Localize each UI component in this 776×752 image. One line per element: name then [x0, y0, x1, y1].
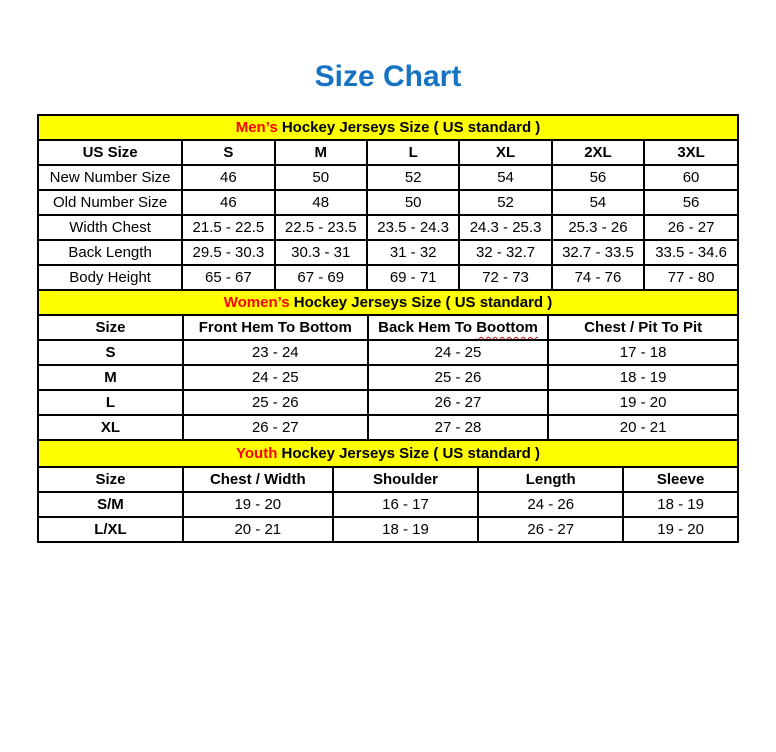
cell-value: 26 - 27 — [478, 517, 623, 542]
cell-value: 19 - 20 — [623, 517, 738, 542]
column-header: L — [367, 140, 459, 165]
cell-value: 23 - 24 — [183, 340, 368, 365]
cell-value: 24 - 25 — [368, 340, 549, 365]
table-row — [38, 215, 738, 240]
cell-value: 17 - 18 — [548, 340, 738, 365]
table-row — [38, 492, 738, 517]
cell-value: 56 — [644, 190, 738, 215]
cell-value: 25.3 - 26 — [552, 215, 644, 240]
row-label: XL — [38, 415, 183, 440]
row-label: M — [38, 365, 183, 390]
column-header: Size — [38, 315, 183, 340]
header-row — [38, 467, 738, 492]
cell-value: 20 - 21 — [548, 415, 738, 440]
column-header: Front Hem To Bottom — [183, 315, 368, 340]
row-label: S/M — [38, 492, 183, 517]
cell-value: 19 - 20 — [183, 492, 333, 517]
table-row — [38, 340, 738, 365]
page-title: Size Chart — [314, 60, 462, 93]
cell-value: 24 - 25 — [183, 365, 368, 390]
cell-value: 52 — [367, 165, 459, 190]
section-band-text: Hockey Jerseys Size ( US standard ) — [277, 119, 541, 136]
cell-value: 32.7 - 33.5 — [552, 240, 644, 265]
table-row — [38, 365, 738, 390]
section-band-youth — [38, 440, 738, 467]
cell-value: 50 — [275, 165, 367, 190]
cell-value: 21.5 - 22.5 — [182, 215, 274, 240]
section-band-womens — [38, 290, 738, 315]
cell-value: 24.3 - 25.3 — [459, 215, 551, 240]
row-label: Back Length — [38, 240, 182, 265]
row-label: S — [38, 340, 183, 365]
header-row — [38, 315, 738, 340]
cell-value: 25 - 26 — [183, 390, 368, 415]
section-band-accent: Men’s — [235, 119, 278, 136]
section-band-text: Hockey Jerseys Size ( US standard ) — [277, 445, 540, 462]
table-row — [38, 415, 738, 440]
cell-value: 46 — [182, 190, 274, 215]
cell-value: 54 — [459, 165, 551, 190]
column-header: Chest / Width — [183, 467, 333, 492]
row-label: L — [38, 390, 183, 415]
cell-value: 56 — [552, 165, 644, 190]
row-label: New Number Size — [38, 165, 182, 190]
cell-value: 26 - 27 — [368, 390, 549, 415]
header-row — [38, 140, 738, 165]
cell-value: 65 - 67 — [182, 265, 274, 290]
cell-value: 30.3 - 31 — [275, 240, 367, 265]
cell-value: 72 - 73 — [459, 265, 551, 290]
column-header: M — [275, 140, 367, 165]
row-label: Body Height — [38, 265, 182, 290]
cell-value: 32 - 32.7 — [459, 240, 551, 265]
cell-value: 77 - 80 — [644, 265, 738, 290]
cell-value: 26 - 27 — [183, 415, 368, 440]
cell-value: 46 — [182, 165, 274, 190]
table-row — [38, 240, 738, 265]
cell-value: 24 - 26 — [478, 492, 623, 517]
misspelled-word: Boottom — [476, 319, 538, 336]
cell-value: 29.5 - 30.3 — [182, 240, 274, 265]
cell-value: 31 - 32 — [367, 240, 459, 265]
youth-size-table — [37, 439, 739, 543]
column-header: Size — [38, 467, 183, 492]
column-header: Back Hem To Boottom — [368, 315, 549, 340]
cell-value: 67 - 69 — [275, 265, 367, 290]
column-header: S — [182, 140, 274, 165]
cell-value: 16 - 17 — [333, 492, 479, 517]
cell-value: 52 — [459, 190, 551, 215]
womens-size-table — [37, 289, 739, 441]
section-band-accent: Youth — [236, 445, 278, 462]
table-row — [38, 517, 738, 542]
row-label: L/XL — [38, 517, 183, 542]
cell-value: 18 - 19 — [333, 517, 479, 542]
cell-value: 25 - 26 — [368, 365, 549, 390]
column-header: Shoulder — [333, 467, 479, 492]
cell-value: 27 - 28 — [368, 415, 549, 440]
table-row — [38, 165, 738, 190]
cell-value: 54 — [552, 190, 644, 215]
section-band-accent: Women’s — [223, 294, 290, 311]
column-header: Length — [478, 467, 623, 492]
cell-value: 69 - 71 — [367, 265, 459, 290]
column-header: XL — [459, 140, 551, 165]
cell-value: 26 - 27 — [644, 215, 738, 240]
cell-value: 23.5 - 24.3 — [367, 215, 459, 240]
column-header: 3XL — [644, 140, 738, 165]
cell-value: 18 - 19 — [548, 365, 738, 390]
table-row — [38, 190, 738, 215]
cell-value: 60 — [644, 165, 738, 190]
cell-value: 18 - 19 — [623, 492, 738, 517]
row-label: Width Chest — [38, 215, 182, 240]
table-row — [38, 390, 738, 415]
cell-value: 33.5 - 34.6 — [644, 240, 738, 265]
cell-value: 48 — [275, 190, 367, 215]
column-header: US Size — [38, 140, 182, 165]
section-band-text: Hockey Jerseys Size ( US standard ) — [289, 294, 553, 311]
mens-size-table — [37, 114, 739, 291]
cell-value: 50 — [367, 190, 459, 215]
column-header: Chest / Pit To Pit — [548, 315, 738, 340]
cell-value: 20 - 21 — [183, 517, 333, 542]
cell-value: 74 - 76 — [552, 265, 644, 290]
section-band-mens — [38, 115, 738, 140]
cell-value: 22.5 - 23.5 — [275, 215, 367, 240]
column-header: Sleeve — [623, 467, 738, 492]
size-chart — [37, 114, 739, 543]
table-row — [38, 265, 738, 290]
cell-value: 19 - 20 — [548, 390, 738, 415]
row-label: Old Number Size — [38, 190, 182, 215]
column-header: 2XL — [552, 140, 644, 165]
